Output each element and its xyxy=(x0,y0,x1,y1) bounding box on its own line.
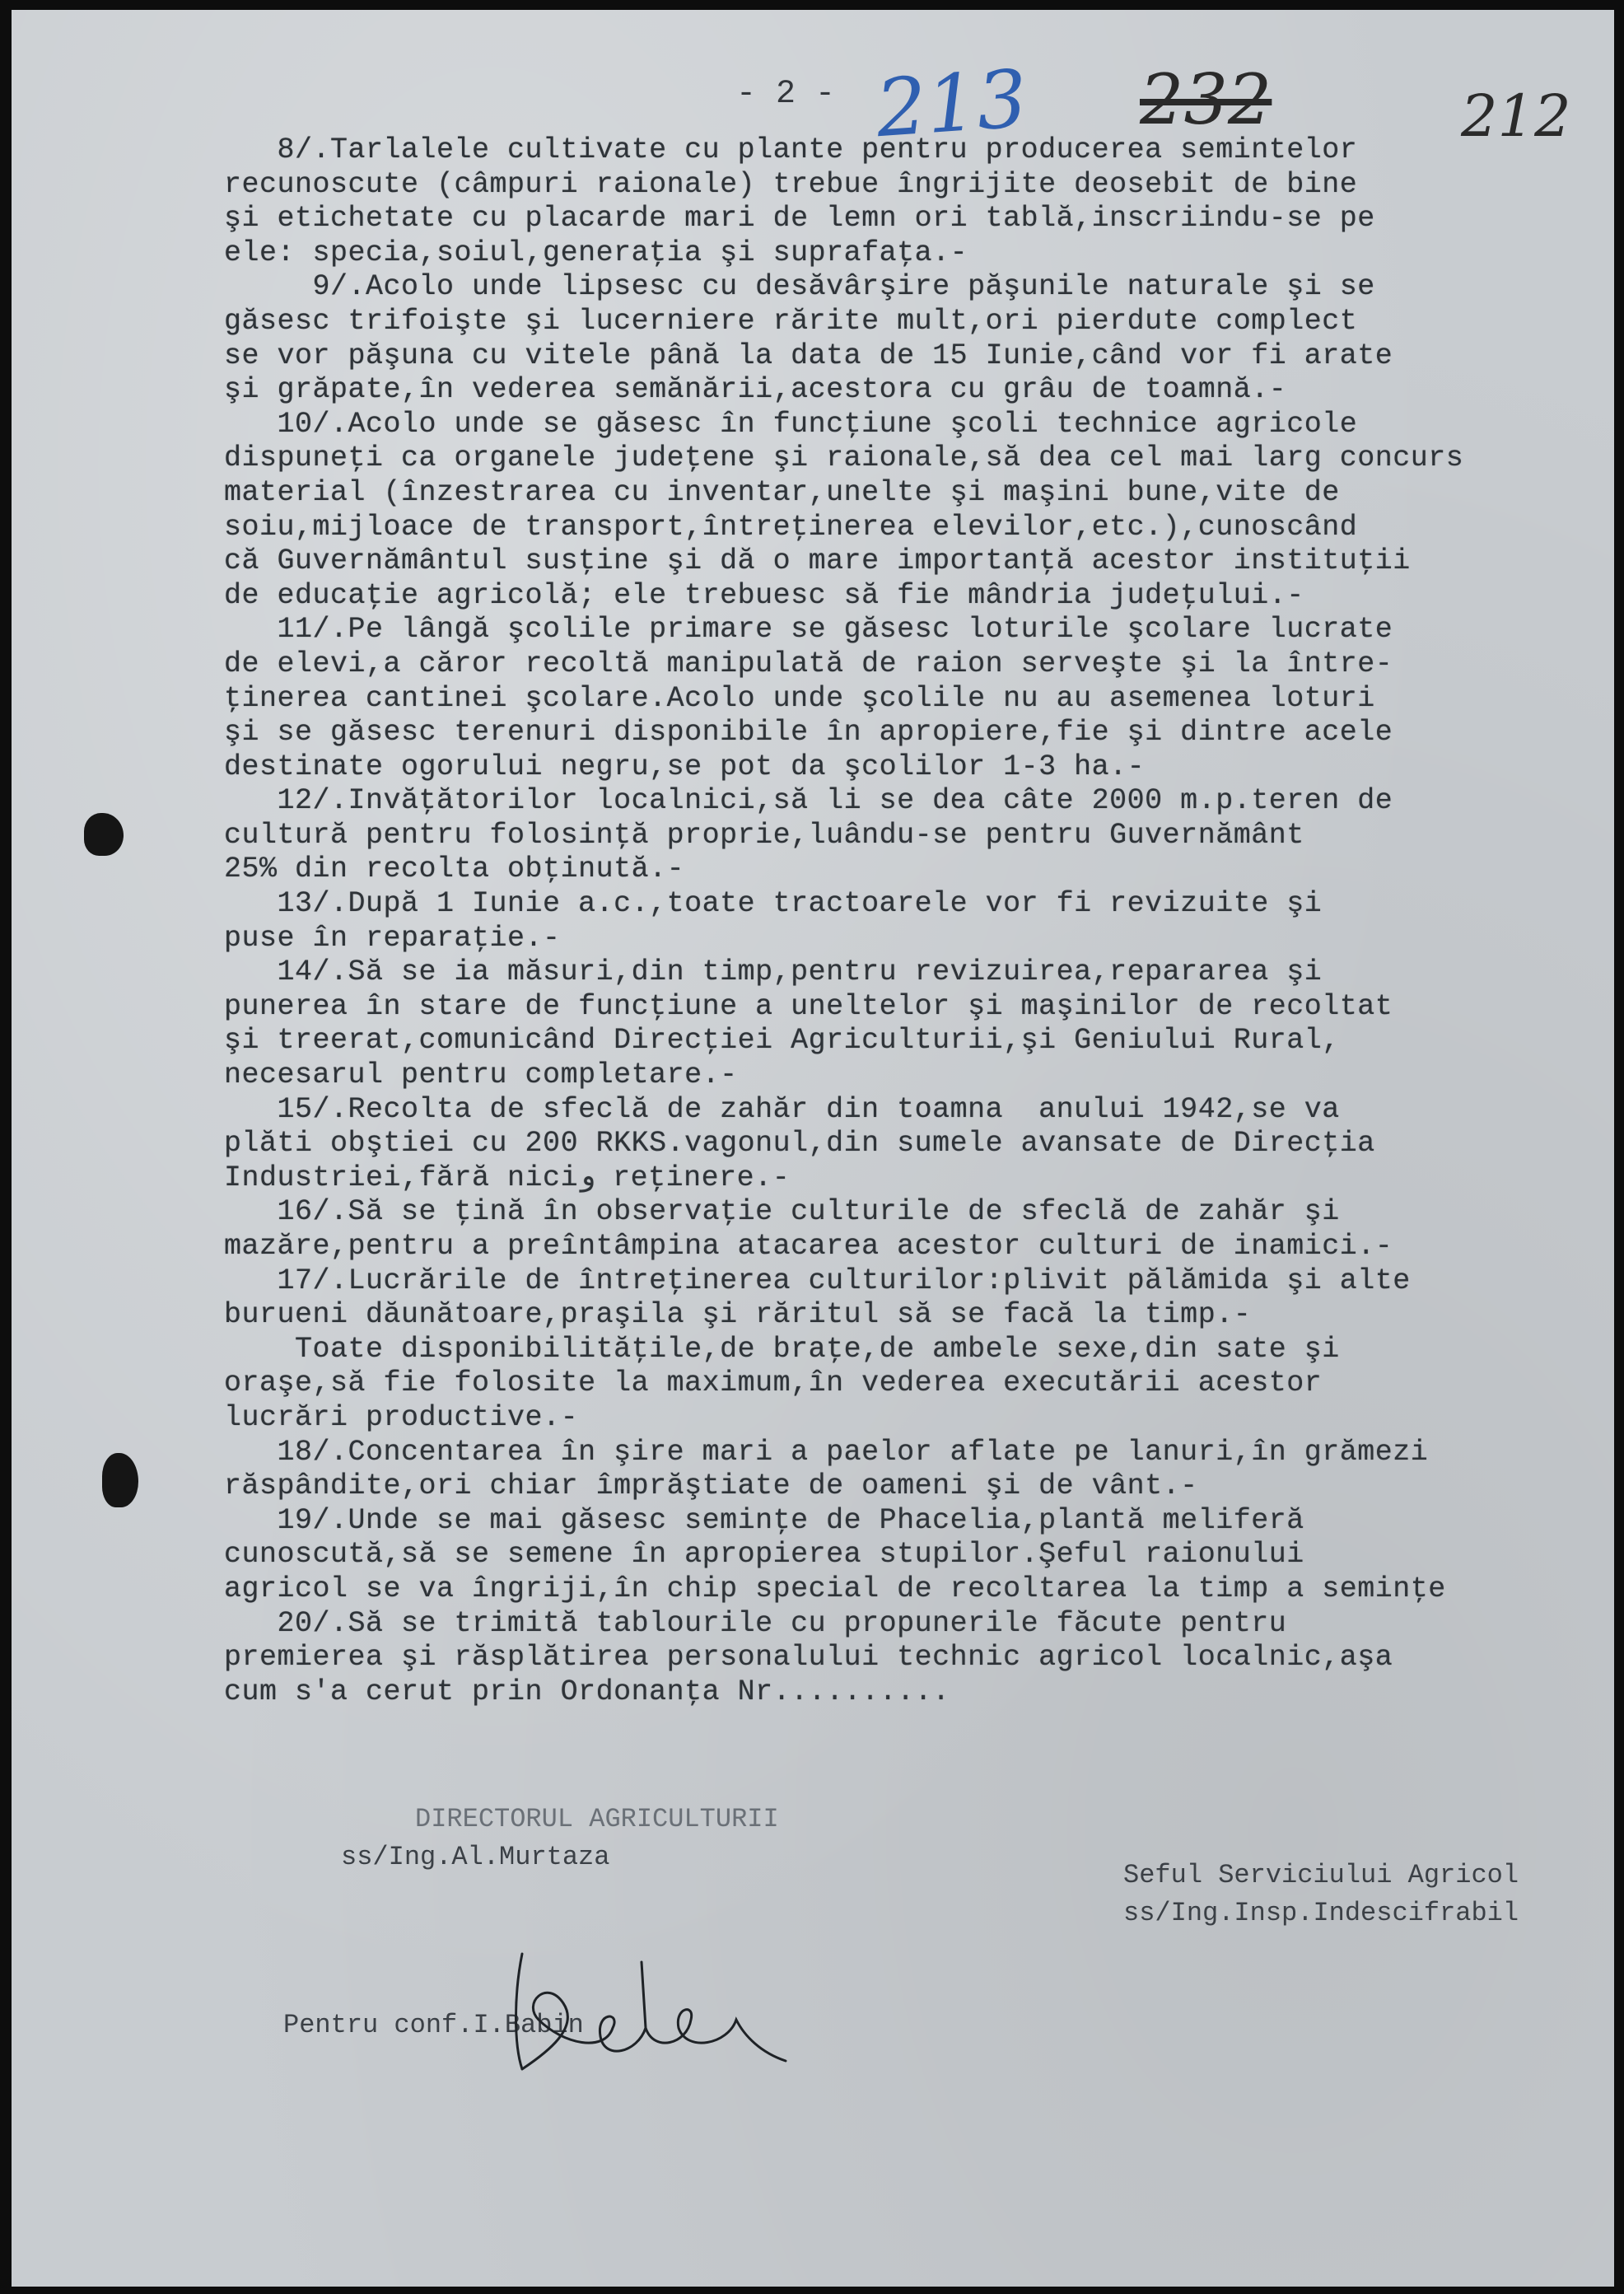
body-line: 15/.Recolta de sfeclă de zahăr din toamna anului 1942,se va xyxy=(224,1092,1340,1126)
body-line: şi se găsesc terenuri disponibile în apropiere,fie şi dintre acele xyxy=(224,716,1393,750)
body-line: şi etichetate cu placarde mari de lemn ori tablă,inscriindu-se pe xyxy=(224,202,1375,236)
chief-name: ss/Ing.Insp.Indescifrabil xyxy=(1123,1898,1519,1928)
body-line: plăti obştiei cu 200 RKKS.vagonul,din sumele avansate de Direcţia xyxy=(224,1127,1375,1161)
body-line: recunoscute (câmpuri raionale) trebue îngrijite deosebit de bine xyxy=(224,167,1358,201)
body-line: 20/.Să se trimită tablourile cu propunerile făcute pentru xyxy=(224,1606,1287,1640)
archive-number-current: 212 xyxy=(1461,82,1571,150)
body-line: 10/.Acolo unde se găsesc în funcţiune şcoli technice agricole xyxy=(224,407,1358,441)
body-line: 17/.Lucrările de întreţinerea culturilor:plivit pălămida şi alte xyxy=(224,1264,1411,1297)
body-line: puse în reparaţie.- xyxy=(224,921,561,955)
body-line: de educaţie agricolă; ele trebuesc să fie mândria judeţului.- xyxy=(224,578,1304,612)
body-line: 9/.Acolo unde lipsesc cu desăvârşire păşunile naturale şi se xyxy=(224,270,1375,304)
body-line: agricol se va îngriji,în chip special de recoltarea la timp a seminţe xyxy=(224,1572,1446,1605)
punch-hole xyxy=(102,1453,138,1507)
body-line: 19/.Unde se mai găsesc seminţe de Phacelia,plantă meliferă xyxy=(224,1503,1304,1537)
body-line: de elevi,a căror recoltă manipulată de raion serveşte şi la între- xyxy=(224,647,1393,680)
body-line: dispuneţi ca organele judeţene şi raionale,să dea cel mai larg concurs xyxy=(224,442,1464,475)
body-line: 14/.Să se ia măsuri,din timp,pentru revizuirea,repararea şi xyxy=(224,955,1323,989)
conform-text: Pentru conf.I.Babin xyxy=(283,2010,584,2040)
body-line: soiu,mijloace de transport,întreţinerea elevilor,etc.),cunoscând xyxy=(224,510,1358,544)
body-line: necesarul pentru completare.- xyxy=(224,1058,738,1092)
body-line: 18/.Concentarea în şire mari a paelor aflate pe lanuri,în grămezi xyxy=(224,1435,1429,1469)
body-line: 12/.Invăţătorilor localnici,să li se dea câte 2000 m.p.teren de xyxy=(224,784,1393,818)
body-line: destinate ogorului negru,se pot da şcolilor 1-3 ha.- xyxy=(224,750,1146,783)
body-line: cum s'a cerut prin Ordonanţa Nr.......... xyxy=(224,1675,950,1708)
body-line: găsesc trifoişte şi lucerniere rărite mult,ori pierdute complect xyxy=(224,304,1358,338)
body-line: 25% din recolta obţinută.- xyxy=(224,853,685,886)
body-line: 13/.După 1 Iunie a.c.,toate tractoarele vor fi revizuite şi xyxy=(224,887,1323,921)
body-line: răspândite,ori chiar împrăştiate de oameni şi de vânt.- xyxy=(224,1469,1198,1503)
body-line: premierea şi răsplătirea personalului technic agricol localnic,aşa xyxy=(224,1641,1393,1675)
page-number: - 2 - xyxy=(736,76,836,113)
body-line: oraşe,să fie folosite la maximum,în vederea executării acestor xyxy=(224,1367,1323,1400)
handwritten-signature xyxy=(489,1929,819,2094)
body-line: material (înzestrarea cu inventar,unelte şi maşini bune,vite de xyxy=(224,475,1340,509)
body-line: Toate disponibilităţile,de braţe,de ambele sexe,din sate şi xyxy=(224,1332,1340,1366)
body-line: cultură pentru folosinţă proprie,luându-se pentru Guvernământ xyxy=(224,818,1304,852)
body-line: 8/.Tarlalele cultivate cu plante pentru producerea semintelor xyxy=(224,133,1358,166)
body-line: mazăre,pentru a preîntâmpina atacarea acestor culturi de inamici.- xyxy=(224,1230,1393,1263)
body-line: 16/.Să se ţină în observaţie culturile de sfeclă de zahăr şi xyxy=(224,1195,1340,1229)
chief-title: Seful Serviciului Agricol xyxy=(1123,1860,1519,1890)
document-body xyxy=(224,133,1608,1709)
body-line: se vor păşuna cu vitele până la data de 15 Iunie,când vor fi arate xyxy=(224,339,1393,372)
body-line: cunoscută,să se semene în apropierea stupilor.Şeful raionului xyxy=(224,1538,1304,1572)
body-line: burueni dăunătoare,praşila şi răritul să se facă la timp.- xyxy=(224,1298,1252,1332)
archive-number-blue: 213 xyxy=(873,52,1030,156)
body-line: şi treerat,comunicând Direcţiei Agriculturii,şi Geniului Rural, xyxy=(224,1024,1340,1058)
document-page xyxy=(12,10,1614,2287)
body-line: ţinerea cantinei şcolare.Acolo unde şcolile nu au asemenea loturi xyxy=(224,681,1375,715)
punch-hole xyxy=(84,813,124,856)
body-line: Industriei,fără niciو reţinere.- xyxy=(224,1161,791,1194)
body-line: că Guvernământul susţine şi dă o mare importanţă acestor instituţii xyxy=(224,544,1411,578)
archive-number-struck: 232 xyxy=(1140,59,1272,140)
body-line: punerea în stare de funcţiune a uneltelor şi maşinilor de recoltat xyxy=(224,989,1393,1023)
body-line: lucrări productive.- xyxy=(224,1400,579,1434)
body-line: ele: specia,soiul,generaţia şi suprafaţa.- xyxy=(224,236,968,269)
body-line: şi grăpate,în vederea semănării,acestora cu grâu de toamnă.- xyxy=(224,373,1287,407)
director-name: ss/Ing.Al.Murtaza xyxy=(341,1842,610,1872)
director-title: DIRECTORUL AGRICULTURII xyxy=(415,1804,779,1834)
body-line: 11/.Pe lângă şcolile primare se găsesc loturile şcolare lucrate xyxy=(224,613,1393,647)
